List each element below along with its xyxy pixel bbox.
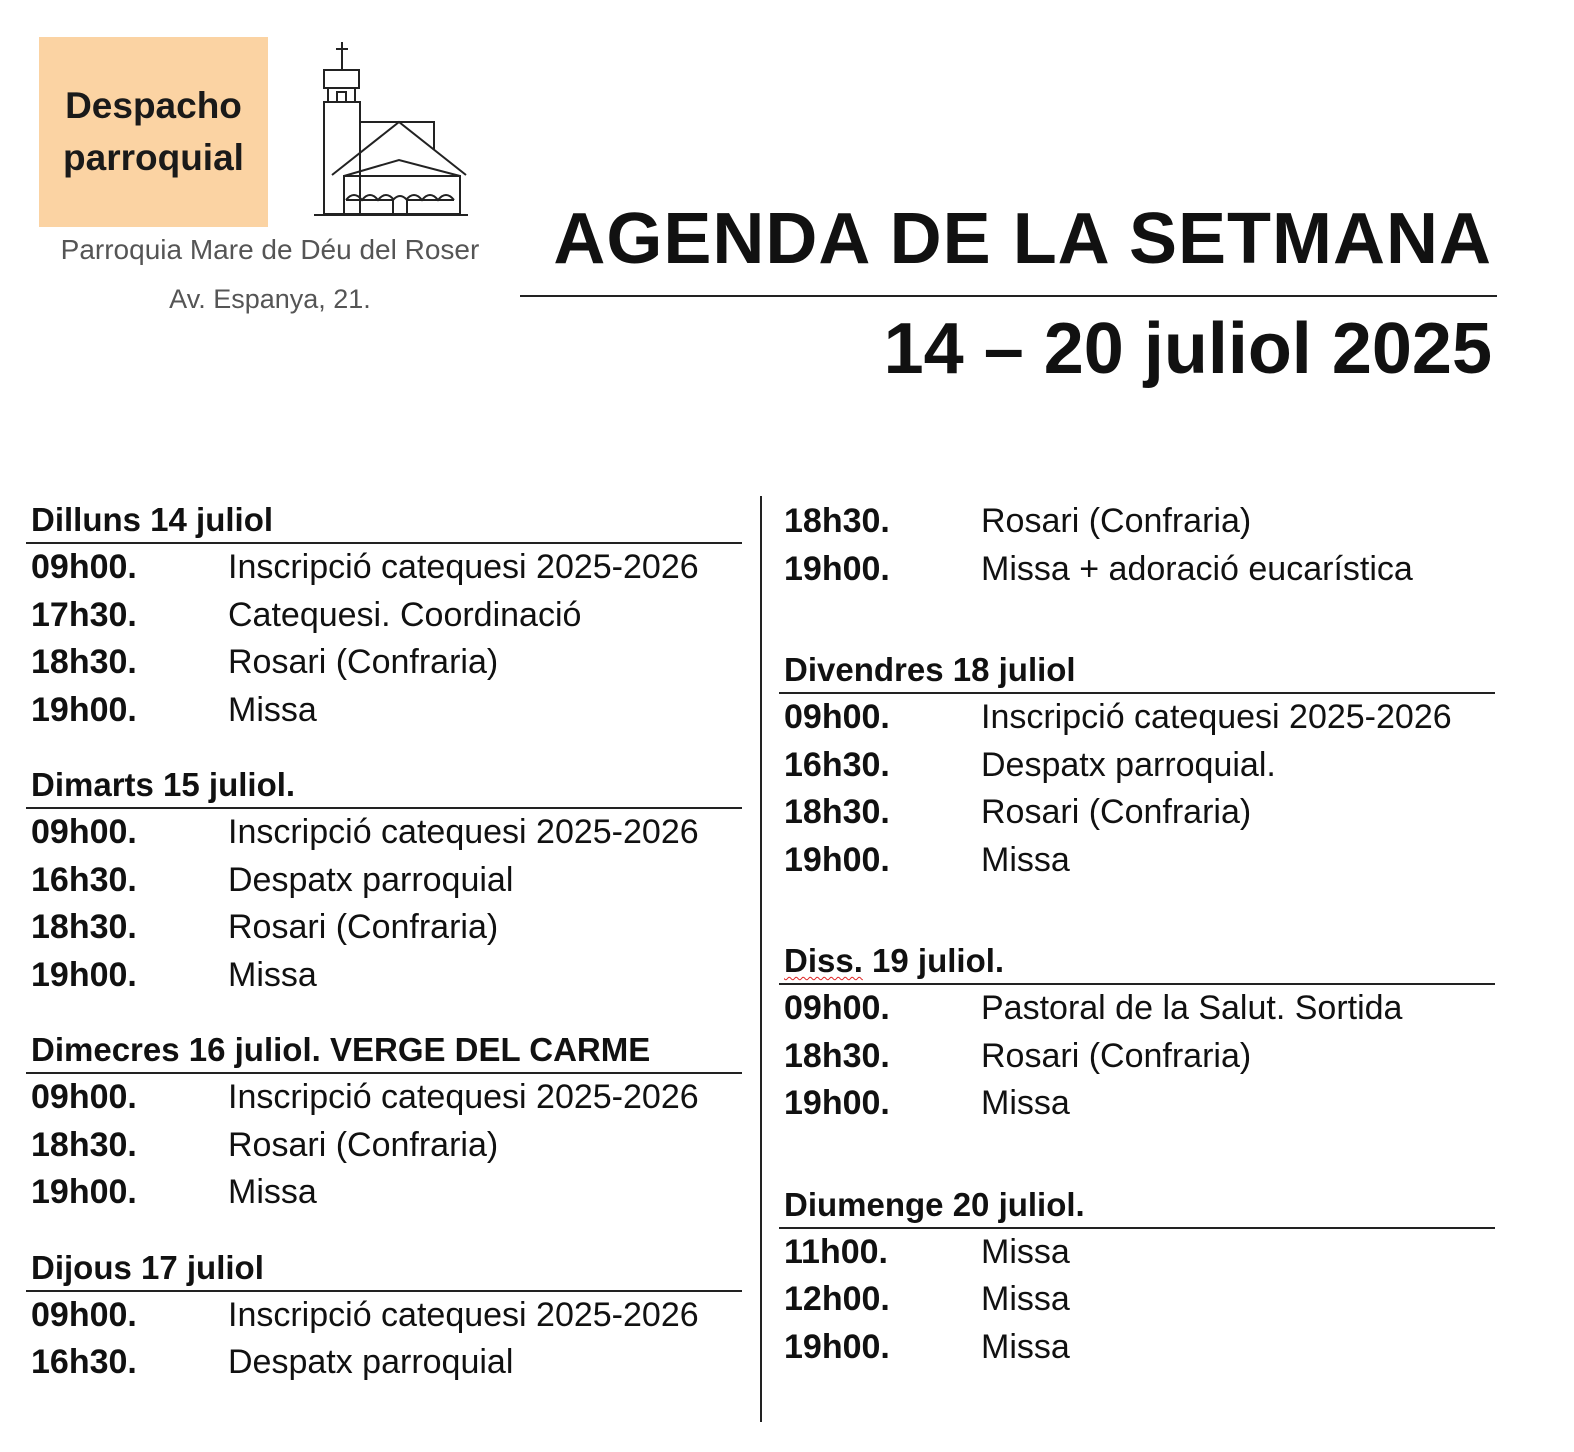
spellcheck-underline: Diss.	[784, 942, 863, 979]
entry-time: 16h30.	[31, 1343, 137, 1381]
entry-time: 11h00.	[784, 1232, 888, 1271]
list-item	[26, 592, 742, 640]
list-item	[779, 742, 1495, 790]
entry-text: Rosari (Confraria)	[981, 502, 1252, 540]
entry-time: 16h30.	[31, 860, 137, 899]
entry-time: 16h30.	[784, 745, 890, 784]
list-item	[26, 639, 742, 687]
entry-text: Inscripció catequesi 2025-2026	[228, 1078, 699, 1116]
logo-line-1: Despacho	[65, 85, 242, 126]
parish-address: Av. Espanya, 21.	[169, 284, 371, 314]
entry-text: Catequesi. Coordinació	[228, 595, 582, 634]
entry-time: 09h00.	[31, 1078, 137, 1116]
entry-text: Missa	[981, 840, 1070, 879]
list-item	[779, 1229, 1495, 1277]
list-item	[26, 1339, 742, 1387]
entry-text: Inscripció catequesi 2025-2026	[228, 548, 699, 586]
entry-time: 18h30.	[784, 502, 890, 540]
page-title: AGENDA DE LA SETMANA	[553, 199, 1492, 279]
list-item	[779, 789, 1495, 837]
list-item	[26, 809, 742, 857]
entry-time: 19h00.	[784, 1084, 890, 1122]
list-item	[779, 1080, 1495, 1128]
list-item	[26, 904, 742, 952]
list-item	[779, 1276, 1495, 1324]
entry-time: 18h30.	[31, 1125, 137, 1164]
entry-time: 18h30.	[31, 908, 137, 946]
list-item	[779, 1033, 1495, 1081]
entry-text: Inscripció catequesi 2025-2026	[228, 813, 699, 851]
entry-text: Missa	[981, 1232, 1070, 1271]
entry-time: 19h00.	[784, 1327, 890, 1366]
entry-time: 18h30.	[784, 1036, 890, 1075]
logo-box	[39, 37, 268, 227]
list-item	[26, 544, 742, 592]
entry-time: 09h00.	[31, 1295, 137, 1334]
church-icon	[310, 40, 470, 220]
entry-time: 09h00.	[784, 698, 890, 736]
day-title-friday: Divendres 18 juliol	[779, 648, 1495, 694]
spacer	[26, 999, 742, 1028]
entry-text: Rosari (Confraria)	[981, 793, 1252, 831]
entry-time: 18h30.	[784, 793, 890, 831]
entry-time: 18h30.	[31, 643, 137, 681]
list-item	[26, 1122, 742, 1170]
day-title-monday: Dilluns 14 juliol	[26, 498, 742, 544]
entry-text: Rosari (Confraria)	[228, 643, 499, 681]
day-title-saturday-rest: 19 juliol.	[862, 942, 1005, 979]
spacer	[779, 593, 1495, 648]
spacer	[779, 884, 1495, 939]
logo-line-2: parroquial	[63, 137, 244, 178]
list-item	[779, 985, 1495, 1033]
spacer	[779, 1128, 1495, 1183]
day-title-sunday: Diumenge 20 juliol.	[779, 1183, 1495, 1229]
day-title-tuesday: Dimarts 15 juliol.	[26, 763, 742, 809]
list-item	[26, 687, 742, 735]
spacer	[26, 1217, 742, 1246]
entry-text: Despatx parroquial	[228, 1343, 514, 1381]
right-column	[779, 498, 1495, 1371]
entry-time: 19h00.	[31, 955, 137, 994]
entry-text: Missa	[981, 1327, 1070, 1366]
left-column	[26, 498, 742, 1387]
list-item	[779, 1324, 1495, 1372]
spacer	[26, 734, 742, 763]
list-item	[26, 1074, 742, 1122]
entry-text: Rosari (Confraria)	[228, 908, 499, 946]
list-item	[779, 546, 1495, 594]
entry-time: 09h00.	[784, 989, 890, 1027]
entry-text: Rosari (Confraria)	[981, 1036, 1252, 1075]
list-item	[26, 1169, 742, 1217]
parish-name: Parroquia Mare de Déu del Roser	[60, 234, 480, 265]
entry-time: 19h00.	[784, 840, 890, 879]
list-item	[26, 857, 742, 905]
entry-time: 09h00.	[31, 548, 137, 586]
entry-text: Inscripció catequesi 2025-2026	[228, 1295, 699, 1334]
list-item	[779, 694, 1495, 742]
entry-text: Missa	[228, 690, 317, 729]
column-divider	[760, 496, 762, 1422]
entry-text: Missa + adoració eucarística	[981, 549, 1413, 588]
entry-text: Rosari (Confraria)	[228, 1125, 499, 1164]
list-item	[26, 1292, 742, 1340]
list-item	[779, 498, 1495, 546]
date-range: 14 – 20 juliol 2025	[883, 309, 1492, 389]
entry-time: 12h00.	[784, 1280, 890, 1318]
entry-text: Missa	[981, 1084, 1070, 1122]
entry-text: Inscripció catequesi 2025-2026	[981, 698, 1452, 736]
day-title-thursday: Dijous 17 juliol	[26, 1246, 742, 1292]
entry-time: 19h00.	[784, 549, 890, 588]
entry-time: 19h00.	[31, 690, 137, 729]
day-title-wednesday: Dimecres 16 juliol. VERGE DEL CARME	[26, 1028, 742, 1074]
entry-text: Missa	[228, 955, 317, 994]
entry-text: Pastoral de la Salut. Sortida	[981, 989, 1403, 1027]
list-item	[26, 952, 742, 1000]
entry-time: 09h00.	[31, 813, 137, 851]
entry-text: Missa	[228, 1173, 317, 1211]
entry-time: 17h30.	[31, 595, 137, 634]
list-item	[779, 837, 1495, 885]
entry-text: Despatx parroquial.	[981, 745, 1276, 784]
entry-time: 19h00.	[31, 1173, 137, 1211]
day-title-saturday	[779, 939, 1495, 985]
entry-text: Despatx parroquial	[228, 860, 514, 899]
title-rule	[520, 295, 1497, 297]
entry-text: Missa	[981, 1280, 1070, 1318]
